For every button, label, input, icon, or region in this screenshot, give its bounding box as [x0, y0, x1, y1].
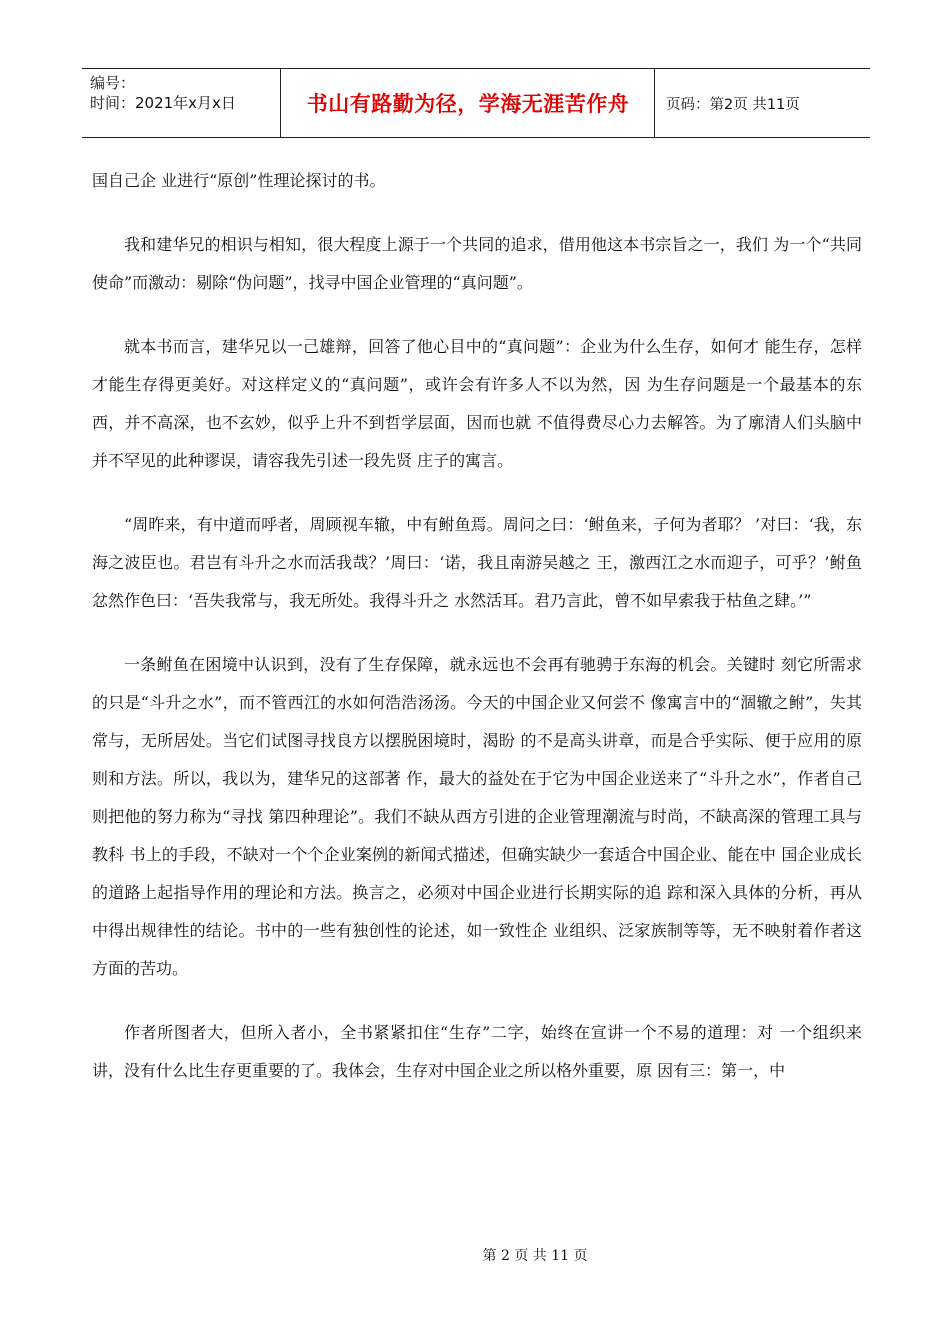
paragraph: 就本书而言，建华兄以一己雄辩，回答了他心目中的“真问题”：企业为什么生存，如何才 能生存，怎样才能生存得更美好。对这样定义的“真问题”，或许会有许多人不以为然，因 为生存问题是一个最基本的东西，并不高深，也不玄妙，似乎上升不到哲学层面，因而也就 不值得费尽心力去解答。为了廓清人们头脑中并不罕见的此种谬误，请容我先引述一段先贤 庄子的寓言。 [92, 337, 862, 470]
footer-mid: 页 共 [514, 1248, 547, 1264]
header-meta-cell [82, 69, 281, 137]
header-page-cell [656, 69, 870, 137]
paragraph: 国自己企 业进行“原创”性理论探讨的书。 [92, 171, 386, 190]
footer-current-page: 2 [500, 1248, 510, 1264]
page-footer [0, 1245, 950, 1265]
footer-suffix: 页 [573, 1248, 588, 1264]
paragraph: 一条鲋鱼在困境中认识到，没有了生存保障，就永远也不会再有驰骋于东海的机会。关键时 刻它所需求的只是“斗升之水”，而不管西江的水如何浩浩汤汤。今天的中国企业又何尝不 像寓言中的“涸辙之鲋”，失其常与，无所居处。当它们试图寻找良方以摆脱困境时，渴盼 的不是高头讲章，而是合乎实际、便于应用的原则和方法。所以，我以为，建华兄的这部著 作，最大的益处在于它为中国企业送来了“斗升之水”，作者自己则把他的努力称为“寻找 第四种理论”。我们不缺从西方引进的企业管理潮流与时尚，不缺高深的管理工具与教科 书上的手段，不缺对一个个企业案例的新闻式描述，但确实缺少一套适合中国企业、能在中 国企业成长的道路上起指导作用的理论和方法。换言之，必须对中国企业进行长期实际的追 踪和深入具体的分析，再从中得出规律性的结论。书中的一些有独创性的论述，如一致性企 业组织、泛家族制等等，无不映射着作者这方面的苦功。 [92, 655, 862, 978]
header-motto-cell [282, 69, 655, 137]
footer-prefix: 第 [482, 1248, 497, 1264]
footer-page-number [482, 1248, 587, 1264]
page-number-label: 页码：第2页 共11页 [666, 96, 800, 113]
date-label: 时间：2021年x月x日 [90, 94, 236, 112]
serial-label: 编号： [90, 74, 136, 92]
footer-total-pages: 11 [551, 1248, 570, 1264]
paragraph: 我和建华兄的相识与相知，很大程度上源于一个共同的追求，借用他这本书宗旨之一，我们 为一个“共同使命”而激动：剔除“伪问题”，找寻中国企业管理的“真问题”。 [92, 235, 862, 292]
page-header [82, 68, 870, 138]
document-body [92, 162, 862, 1116]
motto-text: 书山有路勤为径，学海无涯苦作舟 [306, 92, 630, 116]
paragraph: 作者所图者大，但所入者小，全书紧紧扣住“生存”二字，始终在宣讲一个不易的道理：对 一个组织来讲，没有什么比生存更重要的了。我体会，生存对中国企业之所以格外重要，原 因有三：第一，中 [92, 1023, 862, 1080]
paragraph: “周昨来，有中道而呼者，周顾视车辙，中有鲋鱼焉。周问之曰：‘鲋鱼来，子何为者耶？ ’对曰：‘我，东海之波臣也。君岂有斗升之水而活我哉？’周曰：‘诺，我且南游吴越之 王，激西江之水而迎子，可乎？’鲋鱼忿然作色曰：‘吾失我常与，我无所处。我得斗升之 水然活耳。君乃言此，曾不如早索我于枯鱼之肆。’” [92, 515, 862, 610]
